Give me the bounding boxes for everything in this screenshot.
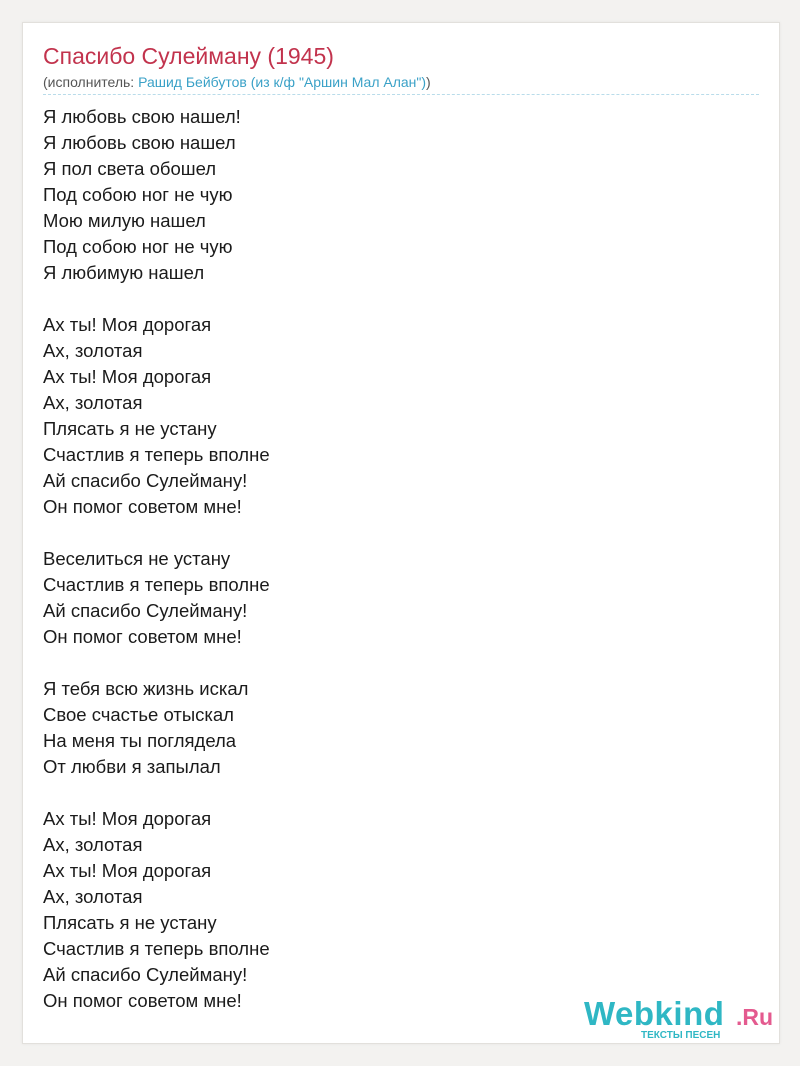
lyric-line: Ах, золотая <box>43 834 143 855</box>
lyric-line: Я любовь свою нашел! <box>43 106 241 127</box>
lyrics-stanza <box>43 806 743 1014</box>
lyric-line: Ах ты! Моя дорогая <box>43 314 212 335</box>
logo-domain: .Ru <box>736 1004 774 1030</box>
lyric-line: Под собою ног не чую <box>43 184 233 205</box>
logo-tagline: ТЕКСТЫ ПЕСЕН <box>641 1030 721 1041</box>
lyrics-stanza <box>43 312 743 520</box>
lyrics-stanza <box>43 104 743 286</box>
lyric-line: Счастлив я теперь вполне <box>43 574 270 595</box>
lyric-line: На меня ты поглядела <box>43 730 237 751</box>
lyric-line: Ай спасибо Сулейману! <box>43 964 248 985</box>
webkind-logo[interactable] <box>584 995 774 1043</box>
lyrics-body <box>43 104 743 1040</box>
song-title: Спасибо Сулейману (1945) <box>43 43 334 69</box>
lyric-line: От любви я запылал <box>43 756 221 777</box>
lyric-line: Я любовь свою нашел <box>43 132 236 153</box>
lyric-line: Он помог советом мне! <box>43 496 242 517</box>
lyric-line: Ах ты! Моя дорогая <box>43 808 212 829</box>
lyrics-card <box>22 22 780 1044</box>
lyric-line: Я пол света обошел <box>43 158 217 179</box>
performer-label: (исполнитель: <box>43 74 139 90</box>
performer-suffix: ) <box>426 74 431 90</box>
lyric-line: Свое счастье отыскал <box>43 704 234 725</box>
lyric-line: Под собою ног не чую <box>43 236 233 257</box>
lyric-line: Мою милую нашел <box>43 210 206 231</box>
lyric-line: Ай спасибо Сулейману! <box>43 600 248 621</box>
lyric-line: Ах, золотая <box>43 392 143 413</box>
lyric-line: Плясать я не устану <box>43 418 217 439</box>
lyric-line: Ах, золотая <box>43 886 143 907</box>
lyric-line: Ай спасибо Сулейману! <box>43 470 248 491</box>
lyrics-stanza <box>43 676 743 780</box>
lyric-line: Ах ты! Моя дорогая <box>43 366 212 387</box>
performer-line <box>43 73 431 91</box>
logo-wordmark: Webkind <box>584 995 725 1032</box>
lyric-line: Счастлив я теперь вполне <box>43 444 270 465</box>
lyric-line: Счастлив я теперь вполне <box>43 938 270 959</box>
lyric-line: Ах, золотая <box>43 340 143 361</box>
artist-link[interactable]: Рашид Бейбутов (из к/ф "Аршин Мал Алан") <box>138 74 427 90</box>
title-divider <box>43 94 759 95</box>
lyrics-stanza <box>43 546 743 650</box>
lyric-line: Он помог советом мне! <box>43 990 242 1011</box>
lyric-line: Ах ты! Моя дорогая <box>43 860 212 881</box>
lyric-line: Я тебя всю жизнь искал <box>43 678 249 699</box>
lyric-line: Плясать я не устану <box>43 912 217 933</box>
lyric-line: Я любимую нашел <box>43 262 205 283</box>
lyric-line: Веселиться не устану <box>43 548 231 569</box>
lyric-line: Он помог советом мне! <box>43 626 242 647</box>
